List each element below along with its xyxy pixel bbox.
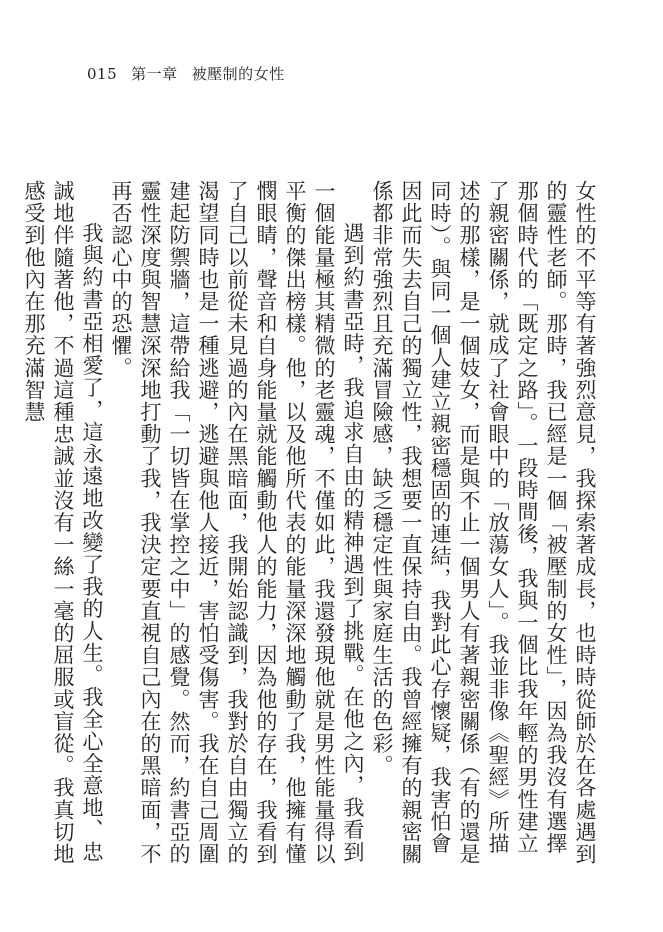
chapter-title: 被壓制的女性 [191, 65, 285, 83]
page-number: 015 [87, 65, 118, 83]
paragraph: 女性的不平等有著強烈意見，我探索著成長，也時時從師於在各處遇到的靈性老師。那時，我已經是一個「被壓制的女性」，因為我沒有選擇那個時代的「既定之路」。一段時間後，我與一個比我年輕的男性建立了親密關係，就成了社會眼中的「放蕩女人」。我並非像《聖經》所描述的那樣，是一個妓女，而是與不止一個男人有著親密關係（有的還是同時）。與同一個人建立親密穩固的連結，我對此心存懷疑，我害怕會因此而失去自己的獨立性，我想要一直保持自由。我曾經擁有的親密關係都非常強烈且充滿冒險感，缺乏穩定性與家庭生活的色彩。 [370, 180, 597, 866]
running-header [87, 63, 285, 84]
vertical-body-text [19, 180, 599, 870]
chapter-label: 第一章 [131, 65, 178, 83]
paragraph: 遇到約書亞時，我追求自由的精神遇到了挑戰。在他之內，我看到一個能量極其精微的老靈魂，不僅如此，我還發現他就是男性能量得以平衡的傑出榜樣。他，以及他所代表的能量深深地觸動了我，他擁有懂憫眼睛，聲音和自身能量就能觸動他人的能力，因為他的存在，我看到了自己以前從未見過的內在黑暗面，我開始認識到，我對於自由獨立的渴望同時也是一種逃避，逃避與他人接近，害怕受傷害。我在自己周圍建起防禦牆，這帶給我「一切皆在掌控之中」的感覺。然而，約書亞的靈性深度與智慧深深地打動了我，我決定要直視自己內在的黑暗面，不再否認心中的恐懼。 [109, 180, 365, 866]
paragraph: 我與約書亞相愛了，這永遠地改變了我的人生。我全心全意地、忠誠地伴隨著他，不過這種忠誠並沒有一絲一毫的屈服或盲從。我真切地感受到他內在那充滿智慧 [22, 180, 104, 866]
